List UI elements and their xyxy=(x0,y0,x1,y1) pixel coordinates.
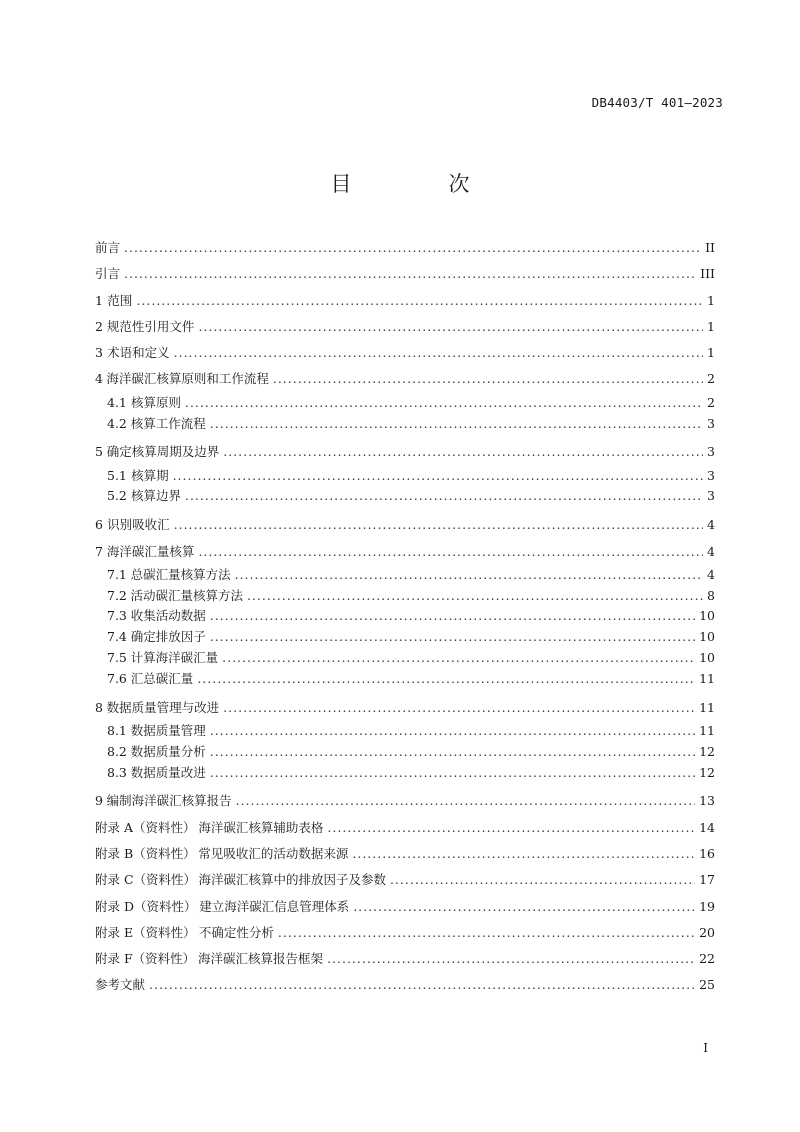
dot-leader xyxy=(247,586,703,607)
toc-entry-number: 2 xyxy=(95,318,103,334)
toc-entry-number: 1 xyxy=(95,292,103,308)
dot-leader xyxy=(210,606,695,627)
dot-leader xyxy=(210,414,703,435)
toc-entry-title: 数据质量管理 xyxy=(130,722,206,738)
toc-entry[interactable] xyxy=(95,314,715,340)
toc-entry-page: 2 xyxy=(707,371,715,387)
toc-entry[interactable] xyxy=(95,366,715,392)
toc-entry[interactable] xyxy=(95,393,715,414)
toc-entry-title: 海洋碳汇核算中的排放因子及参数 xyxy=(198,872,386,888)
toc-entry-title: 核算工作流程 xyxy=(130,415,206,431)
toc-entry[interactable] xyxy=(95,565,715,586)
toc-entry-page: 4 xyxy=(707,517,715,533)
toc-entry-title: 前言 xyxy=(95,240,121,255)
toc-entry-title: 总碳汇量核算方法 xyxy=(130,566,231,582)
toc-entry-number: 4.1 xyxy=(107,394,127,410)
document-code: DB4403/T 401—2023 xyxy=(591,95,723,110)
toc-entry[interactable] xyxy=(95,539,715,565)
dot-leader xyxy=(185,486,703,507)
page-number: I xyxy=(703,1041,708,1055)
toc-entry[interactable] xyxy=(95,669,715,690)
toc-entry[interactable] xyxy=(95,512,715,538)
toc-entry-page: 12 xyxy=(699,764,715,780)
toc-entry-page: 3 xyxy=(707,415,715,431)
dot-leader xyxy=(223,695,695,721)
toc-entry[interactable] xyxy=(95,742,715,763)
toc-entry-page: 1 xyxy=(707,318,715,334)
toc-entry-title: 数据质量分析 xyxy=(130,743,206,759)
dot-leader xyxy=(235,565,703,586)
toc-entry-number: 附录 F（资料性） xyxy=(95,951,196,967)
toc-entry-title: 数据质量改进 xyxy=(130,764,206,780)
toc-entry-title: 海洋碳汇核算辅助表格 xyxy=(198,819,324,835)
toc-entry[interactable] xyxy=(95,894,715,920)
toc-entry-number: 4 xyxy=(95,371,103,387)
toc-entry-title: 核算原则 xyxy=(130,394,181,410)
toc-entry-page: 14 xyxy=(699,819,715,835)
toc-entry-page: 3 xyxy=(707,444,715,460)
toc-entry-title: 术语和定义 xyxy=(107,345,170,361)
toc-entry-number: 附录 A（资料性） xyxy=(95,819,196,835)
toc-entry[interactable] xyxy=(95,606,715,627)
toc-entry-page: 3 xyxy=(707,488,715,504)
dot-leader xyxy=(149,972,695,998)
toc-entry-number: 附录 C（资料性） xyxy=(95,872,197,888)
toc-entry[interactable] xyxy=(95,235,715,261)
dot-leader xyxy=(390,867,695,893)
toc-entry-number: 附录 E（资料性） xyxy=(95,924,196,940)
toc-entry-page: 11 xyxy=(699,722,715,738)
dot-leader xyxy=(327,815,695,841)
toc-entry[interactable] xyxy=(95,867,715,893)
toc-entry-number: 8 xyxy=(95,699,103,715)
toc-entry-title: 常见吸收汇的活动数据来源 xyxy=(198,845,349,861)
toc-entry-title: 引言 xyxy=(95,266,121,282)
toc-entry[interactable] xyxy=(95,920,715,946)
toc-entry[interactable] xyxy=(95,340,715,366)
toc-entry-number: 4.2 xyxy=(107,415,127,431)
toc-entry[interactable] xyxy=(95,788,715,814)
toc-entry-number: 5.2 xyxy=(107,488,127,504)
dot-leader xyxy=(273,366,703,392)
toc-entry-title: 海洋碳汇量核算 xyxy=(106,543,195,559)
toc-entry-number: 7.4 xyxy=(107,629,127,645)
toc-entry-title: 核算边界 xyxy=(130,488,181,504)
toc-entry-page: 20 xyxy=(699,924,715,940)
toc-entry[interactable] xyxy=(95,695,715,721)
dot-leader xyxy=(210,742,695,763)
toc-entry-page: 10 xyxy=(699,608,715,624)
toc-entry[interactable] xyxy=(95,586,715,607)
dot-leader xyxy=(352,841,695,867)
toc-entry-number: 7 xyxy=(95,543,103,559)
toc-entry-title: 不确定性分析 xyxy=(198,924,274,940)
dot-leader xyxy=(124,235,701,261)
toc-entry-title: 参考文献 xyxy=(95,977,146,993)
toc-entry-number: 5 xyxy=(95,444,103,460)
toc-entry-number: 附录 D（资料性） xyxy=(95,898,197,914)
toc-entry-number: 3 xyxy=(95,345,103,361)
toc-entry[interactable] xyxy=(95,648,715,669)
toc-entry[interactable] xyxy=(95,439,715,465)
toc-entry[interactable] xyxy=(95,841,715,867)
toc-entry-page: 16 xyxy=(699,845,715,861)
toc-entry-title: 识别吸收汇 xyxy=(107,517,170,533)
toc-entry-number: 附录 B（资料性） xyxy=(95,845,196,861)
toc-entry-page: III xyxy=(700,266,715,282)
toc-entry-page: 11 xyxy=(699,670,715,686)
table-of-contents xyxy=(95,235,715,999)
toc-entry-title: 海洋碳汇核算原则和工作流程 xyxy=(106,371,269,387)
toc-entry[interactable] xyxy=(95,815,715,841)
dot-leader xyxy=(222,648,695,669)
toc-entry-title: 计算海洋碳汇量 xyxy=(130,650,219,666)
toc-entry-page: 4 xyxy=(707,543,715,559)
toc-entry-title: 收集活动数据 xyxy=(130,608,206,624)
dot-leader xyxy=(185,393,703,414)
toc-entry-title: 数据质量管理与改进 xyxy=(106,699,220,715)
toc-entry-page: 12 xyxy=(699,743,715,759)
dot-leader xyxy=(236,788,696,814)
toc-entry-page: 10 xyxy=(699,650,715,666)
toc-entry[interactable] xyxy=(95,972,715,998)
dot-leader xyxy=(198,539,703,565)
toc-entry-page: 8 xyxy=(707,587,715,603)
toc-entry-number: 9 xyxy=(95,793,103,809)
dot-leader xyxy=(174,340,703,366)
toc-entry[interactable] xyxy=(95,466,715,487)
toc-entry-page: 1 xyxy=(707,292,715,308)
toc-entry-title: 编制海洋碳汇核算报告 xyxy=(106,793,232,809)
toc-entry-page: 25 xyxy=(699,977,715,993)
toc-entry-number: 7.2 xyxy=(107,587,127,603)
toc-entry[interactable] xyxy=(95,627,715,648)
toc-entry-number: 8.3 xyxy=(107,764,127,780)
toc-entry-number: 5.1 xyxy=(107,467,127,483)
toc-entry-page: II xyxy=(705,240,715,255)
toc-entry-title: 海洋碳汇核算报告框架 xyxy=(198,951,324,967)
toc-entry[interactable] xyxy=(95,763,715,784)
toc-entry-page: 2 xyxy=(707,394,715,410)
toc-entry-page: 4 xyxy=(707,566,715,582)
toc-entry-number: 8.2 xyxy=(107,743,127,759)
toc-entry-title: 活动碳汇量核算方法 xyxy=(130,587,243,603)
toc-entry-title: 确定排放因子 xyxy=(130,629,206,645)
toc-entry-page: 10 xyxy=(699,629,715,645)
dot-leader xyxy=(198,314,703,340)
dot-leader xyxy=(223,439,703,465)
toc-entry-number: 7.1 xyxy=(107,566,127,582)
toc-entry-page: 17 xyxy=(699,872,715,888)
toc-entry-page: 11 xyxy=(699,699,715,715)
toc-entry[interactable] xyxy=(95,288,715,314)
dot-leader xyxy=(210,763,695,784)
dot-leader xyxy=(210,627,695,648)
toc-entry-page: 1 xyxy=(707,345,715,361)
dot-leader xyxy=(278,920,695,946)
dot-leader xyxy=(124,261,696,287)
toc-entry-number: 8.1 xyxy=(107,722,127,738)
toc-entry-title: 核算期 xyxy=(131,467,169,483)
toc-entry-number: 7.5 xyxy=(107,650,127,666)
dot-leader xyxy=(197,669,695,690)
toc-entry-number: 6 xyxy=(95,517,103,533)
dot-leader xyxy=(173,466,703,487)
toc-entry-title: 建立海洋碳汇信息管理体系 xyxy=(199,898,350,914)
toc-title: 目 次 xyxy=(330,172,508,196)
toc-entry-page: 3 xyxy=(707,467,715,483)
toc-entry[interactable] xyxy=(95,414,715,435)
toc-entry-page: 13 xyxy=(699,793,715,809)
toc-entry[interactable] xyxy=(95,261,715,287)
toc-entry-title: 确定核算周期及边界 xyxy=(106,444,220,460)
dot-leader xyxy=(136,288,703,314)
toc-entry-title: 范围 xyxy=(107,292,133,308)
dot-leader xyxy=(174,512,703,538)
toc-entry[interactable] xyxy=(95,946,715,972)
toc-entry-title: 规范性引用文件 xyxy=(106,318,195,334)
toc-entry-number: 7.6 xyxy=(107,670,127,686)
toc-entry-page: 22 xyxy=(699,951,715,967)
toc-entry[interactable] xyxy=(95,721,715,742)
dot-leader xyxy=(210,721,695,742)
dot-leader xyxy=(353,894,695,920)
dot-leader xyxy=(327,946,695,972)
toc-entry-number: 7.3 xyxy=(107,608,127,624)
toc-entry[interactable] xyxy=(95,486,715,507)
toc-entry-title: 汇总碳汇量 xyxy=(130,670,194,686)
toc-entry-page: 19 xyxy=(699,898,715,914)
